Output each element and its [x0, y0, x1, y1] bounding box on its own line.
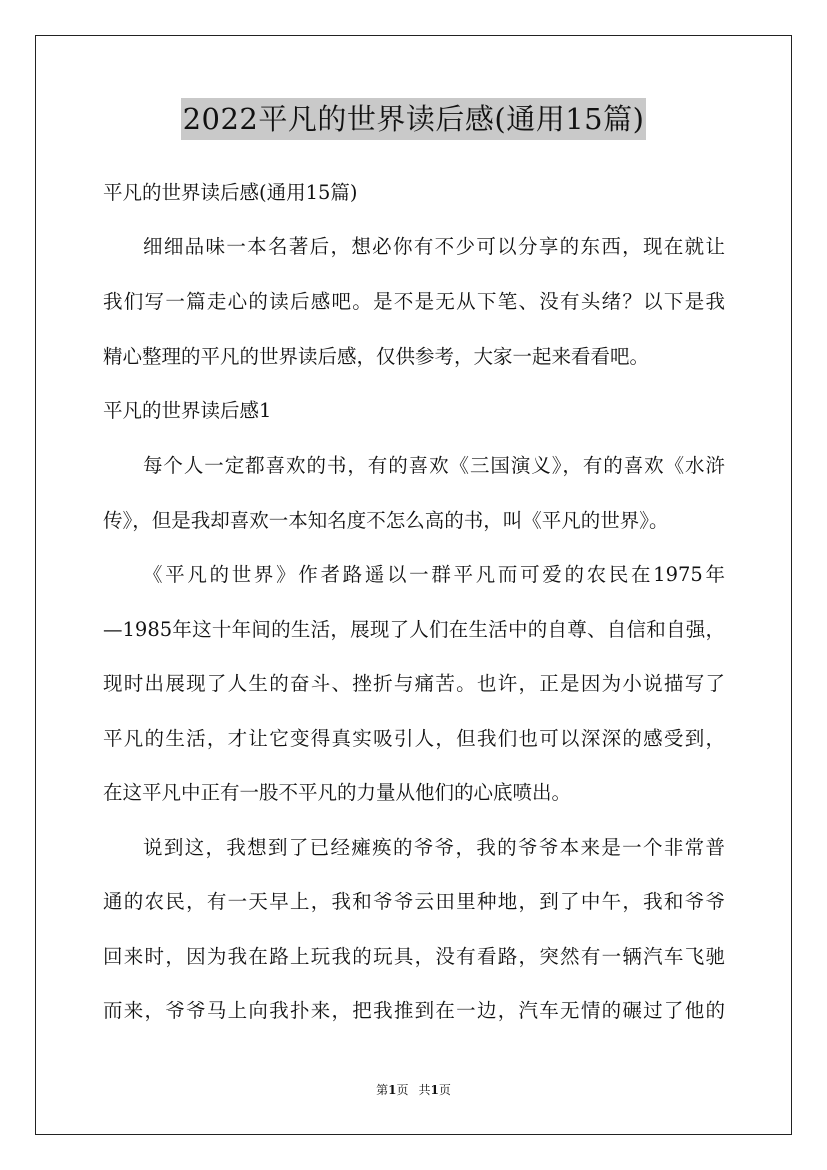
subtitle: 平凡的世界读后感(通用15篇): [103, 181, 358, 204]
para1-line-2: 传》，但是我却喜欢一本知名度不怎么高的书，叫《平凡的世界》。: [103, 509, 669, 532]
para3-line-2: 通的农民，有一天早上，我和爷爷云田里种地，到了中午，我和爷爷: [103, 890, 725, 913]
total-label-prefix: 共: [418, 1083, 431, 1097]
intro-line-3: 精心整理的平凡的世界读后感，仅供参考，大家一起来看看吧。: [103, 345, 650, 368]
total-label-suffix: 页: [438, 1083, 451, 1097]
page-label-suffix: 页: [396, 1083, 409, 1097]
title-container: [0, 98, 827, 140]
para2-line-2: —1985年这十年间的生活，展现了人们在生活中的自尊、自信和自强，: [103, 618, 725, 641]
section-heading: 平凡的世界读后感1: [103, 399, 272, 422]
document-title: 2022平凡的世界读后感(通用15篇): [181, 98, 647, 140]
page-footer: [0, 1082, 827, 1098]
intro-line-2: 我们写一篇走心的读后感吧。是不是无从下笔、没有头绪？以下是我: [103, 290, 725, 313]
page-number: 1: [388, 1083, 397, 1097]
para3-line-3: 回来时，因为我在路上玩我的玩具，没有看路，突然有一辆汽车飞驰: [103, 945, 725, 968]
para2-line-4: 平凡的生活，才让它变得真实吸引人，但我们也可以深深的感受到，: [103, 727, 725, 750]
total-pages: 1: [430, 1083, 439, 1097]
para2-line-1: 《平凡的世界》作者路遥以一群平凡而可爱的农民在1975年: [143, 563, 725, 586]
page-label-prefix: 第: [376, 1083, 389, 1097]
intro-line-1: 细细品味一本名著后，想必你有不少可以分享的东西，现在就让: [143, 235, 725, 258]
para2-line-5: 在这平凡中正有一股不平凡的力量从他们的心底喷出。: [103, 781, 572, 804]
para3-line-4: 而来，爷爷马上向我扑来，把我推到在一边，汽车无情的碾过了他的: [103, 999, 725, 1022]
para1-line-1: 每个人一定都喜欢的书，有的喜欢《三国演义》，有的喜欢《水浒: [143, 454, 725, 477]
para3-line-1: 说到这，我想到了已经瘫痪的爷爷，我的爷爷本来是一个非常普: [143, 836, 725, 859]
para2-line-3: 现时出展现了人生的奋斗、挫折与痛苦。也许，正是因为小说描写了: [103, 672, 725, 695]
